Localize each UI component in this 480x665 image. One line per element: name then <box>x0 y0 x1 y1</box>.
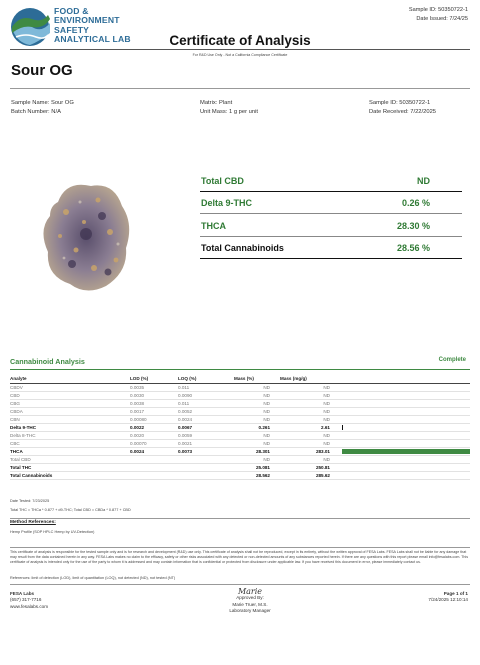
summary-divider <box>200 258 462 260</box>
summary-value: 28.30 % <box>396 221 430 231</box>
table-row <box>10 463 470 471</box>
lod-cell: 0.00080 <box>130 415 178 423</box>
mass-mg-cell: 250.81 <box>280 463 340 471</box>
summary-label: THCA <box>201 221 226 231</box>
lab-contact <box>10 591 48 610</box>
loq-cell: 0.011 <box>178 383 234 391</box>
loq-cell: 0.0052 <box>178 407 234 415</box>
summary-value: 28.56 % <box>396 243 430 253</box>
table-row <box>10 383 470 391</box>
bar-cell <box>340 399 470 407</box>
approved-by: Approved By: <box>236 595 264 601</box>
document-title: Certificate of Analysis <box>169 33 311 48</box>
mass-mg-cell: ND <box>280 455 340 463</box>
summary-value: ND <box>417 176 430 186</box>
batch-number: Batch Number: N/A <box>11 109 61 115</box>
product-divider <box>10 88 470 89</box>
header-meta <box>409 6 468 24</box>
bar-cell <box>340 423 470 431</box>
lod-cell <box>130 463 178 471</box>
table-row <box>10 447 470 455</box>
bar-cell <box>340 415 470 423</box>
bar-cell <box>340 463 470 471</box>
lab-website: www.fesalabs.com <box>10 603 49 609</box>
product-photo <box>36 172 136 298</box>
table-row <box>10 391 470 399</box>
formula-note: Total THC = THCa * 0.877 + d9-THC; Total CBD = CBDa * 0.877 + CBD <box>10 508 131 512</box>
status-label: Complete <box>438 357 466 363</box>
bar-cell <box>340 391 470 399</box>
mass-mg-cell: 283.01 <box>280 447 340 455</box>
concentration-bar <box>342 425 343 430</box>
loq-cell: 0.0024 <box>178 415 234 423</box>
analyte-cell: CBN <box>10 415 130 423</box>
disclaimer-divider <box>10 547 470 548</box>
table-row <box>10 455 470 463</box>
sample-info-middle <box>200 99 258 117</box>
bar-cell <box>340 455 470 463</box>
footer-divider <box>10 584 470 585</box>
lod-cell: 0.0035 <box>130 383 178 391</box>
loq-cell <box>178 455 234 463</box>
summary-label: Delta 9-THC <box>201 198 253 208</box>
lod-cell: 0.0024 <box>130 447 178 455</box>
lod-cell <box>130 471 178 479</box>
loq-cell <box>178 471 234 479</box>
lod-cell: 0.0030 <box>130 391 178 399</box>
bar-cell <box>340 431 470 439</box>
print-timestamp: 7/24/2025 12:10:14 <box>428 597 468 603</box>
lod-cell: 0.0017 <box>130 407 178 415</box>
sample-info-left <box>11 99 74 117</box>
unit-mass: Unit Mass: 1 g per unit <box>200 109 258 115</box>
mass-mg-cell: ND <box>280 431 340 439</box>
lab-phone: (657) 317-7716 <box>10 597 42 603</box>
header-sample-id: Sample ID: 50350722-1 <box>408 7 468 13</box>
lab-name: FESA Labs <box>10 591 35 596</box>
summary-label: Total Cannabinoids <box>201 243 284 253</box>
table-row <box>10 415 470 423</box>
mass-pct-cell: 28.562 <box>234 471 280 479</box>
mass-pct-cell: ND <box>234 439 280 447</box>
summary-value: 0.26 % <box>401 198 430 208</box>
table-row <box>10 431 470 439</box>
table-row <box>10 423 470 431</box>
mass-pct-cell: 25.081 <box>234 463 280 471</box>
page-number: Page 1 of 1 <box>443 591 468 596</box>
mass-mg-cell: ND <box>280 439 340 447</box>
logo-line-4: ANALYTICAL LAB <box>54 34 131 45</box>
disclaimer-text: This certificate of analysis is responsible for the tested sample only and is for research and development (R&D) use only. This certificate of analysis shall not be reproduced, except in its entirety, without the written approval of FESA Labs. FESA Labs shall not be liable for any damage that may result from the data contained herein in any way. FESA Labs makes no claim to the efficacy, safety or other risks associated with any detected or non-detected amounts of any substances reported herein. If there are any questions with this report please email info@fesalabs.com. This certificate of analysis is intended only for the use of the party to whom it is addressed and may contain information that is confidential or protected from disclosure under applicable law. If you have received this document in error, please immediately contact us. <box>10 550 469 564</box>
mass-pct-cell: ND <box>234 407 280 415</box>
mass-pct-cell: ND <box>234 415 280 423</box>
title-divider <box>10 49 470 50</box>
method-text: Hemp Profile (SOP HPLC Hemp by UV-Detection) <box>10 530 95 534</box>
bar-cell <box>340 447 470 455</box>
cannabinoid-table <box>10 374 470 480</box>
method-title: Method References: <box>10 520 56 525</box>
table-row <box>10 439 470 447</box>
header-bar <box>340 374 470 383</box>
analyte-cell: CBDA <box>10 407 130 415</box>
mass-pct-cell: 28.301 <box>234 447 280 455</box>
date-received: Date Received: 7/22/2025 <box>369 109 437 115</box>
sample-id: Sample ID: 50350722-1 <box>369 100 431 106</box>
mass-mg-cell: ND <box>280 415 340 423</box>
loq-cell: 0.0059 <box>178 431 234 439</box>
matrix: Matrix: Plant <box>200 100 233 106</box>
mass-pct-cell: ND <box>234 455 280 463</box>
header-mass-mg: Mass (mg/g) <box>280 374 340 383</box>
page-meta <box>428 591 468 604</box>
mass-mg-cell: ND <box>280 383 340 391</box>
mass-mg-cell: 2.61 <box>280 423 340 431</box>
bar-cell <box>340 407 470 415</box>
sample-info-right <box>369 99 436 117</box>
document-subtitle: For R&D Use Only - Not a California Compliance Certificate <box>192 53 288 57</box>
table-header-row <box>10 374 470 383</box>
analyte-cell: Total THC <box>10 463 130 471</box>
header-loq: LOQ (%) <box>178 374 234 383</box>
sample-name: Sample Name: Sour OG <box>11 100 74 106</box>
analyte-cell: Total CBD <box>10 455 130 463</box>
references-text: References: limit of detection (LOD), limit of quantitation (LOQ), not detected (ND), not tested (NT) <box>10 576 176 580</box>
table-row <box>10 399 470 407</box>
analyte-cell: Delta 8-THC <box>10 431 130 439</box>
logo-line-3: SAFETY <box>54 24 90 35</box>
date-tested: Date Tested: 7/23/2025 <box>10 499 50 503</box>
summary-total-cannabinoids <box>200 237 462 259</box>
mass-pct-cell: 0.261 <box>234 423 280 431</box>
summary-thca <box>200 215 462 237</box>
mass-pct-cell: ND <box>234 391 280 399</box>
mass-mg-cell: ND <box>280 399 340 407</box>
analyte-cell: CBG <box>10 399 130 407</box>
mass-pct-cell: ND <box>234 399 280 407</box>
header-analyte: Analyte <box>10 374 130 383</box>
loq-cell: 0.0090 <box>178 391 234 399</box>
mass-mg-cell: 285.62 <box>280 471 340 479</box>
analyte-cell: Delta 9-THC <box>10 423 130 431</box>
analyte-cell: THCA <box>10 447 130 455</box>
test-notes <box>10 498 131 513</box>
signature: Marie <box>237 587 263 596</box>
lod-cell: 0.0022 <box>130 423 178 431</box>
mass-mg-cell: ND <box>280 391 340 399</box>
summary-divider <box>200 213 462 214</box>
analyte-cell: Total Cannabinoids <box>10 471 130 479</box>
lod-cell: 0.00070 <box>130 439 178 447</box>
approver-name: Marie Truer, M.S. <box>232 601 268 607</box>
loq-cell: 0.0073 <box>178 447 234 455</box>
approval-block <box>200 589 300 614</box>
summary-delta9-thc <box>200 192 462 214</box>
mass-pct-cell: ND <box>234 383 280 391</box>
loq-cell: 0.0067 <box>178 423 234 431</box>
concentration-bar <box>342 449 470 454</box>
section-title: Cannabinoid Analysis <box>10 357 85 366</box>
loq-cell: 0.0021 <box>178 439 234 447</box>
mass-mg-cell: ND <box>280 407 340 415</box>
table-row <box>10 407 470 415</box>
lod-cell <box>130 455 178 463</box>
table-row <box>10 471 470 479</box>
analyte-cell: CBC <box>10 439 130 447</box>
mass-pct-cell: ND <box>234 431 280 439</box>
logo-line-2: ENVIRONMENT <box>54 15 120 26</box>
loq-cell: 0.011 <box>178 399 234 407</box>
lod-cell: 0.0038 <box>130 399 178 407</box>
product-name: Sour OG <box>11 62 73 79</box>
section-divider <box>10 369 470 370</box>
approver-title: Laboratory Manager <box>229 607 271 613</box>
header-lod: LOD (%) <box>130 374 178 383</box>
logo-line-1: FOOD & <box>54 6 89 16</box>
loq-cell <box>178 463 234 471</box>
analyte-cell: CBD <box>10 391 130 399</box>
summary-label: Total CBD <box>201 176 244 186</box>
analyte-cell: CBDV <box>10 383 130 391</box>
method-divider <box>10 518 470 519</box>
bar-cell <box>340 471 470 479</box>
header-date-issued: Date Issued: 7/24/25 <box>416 16 468 22</box>
header-mass-pct: Mass (%) <box>234 374 280 383</box>
bar-cell <box>340 383 470 391</box>
lod-cell: 0.0020 <box>130 431 178 439</box>
bar-cell <box>340 439 470 447</box>
summary-total-cbd <box>200 170 462 192</box>
